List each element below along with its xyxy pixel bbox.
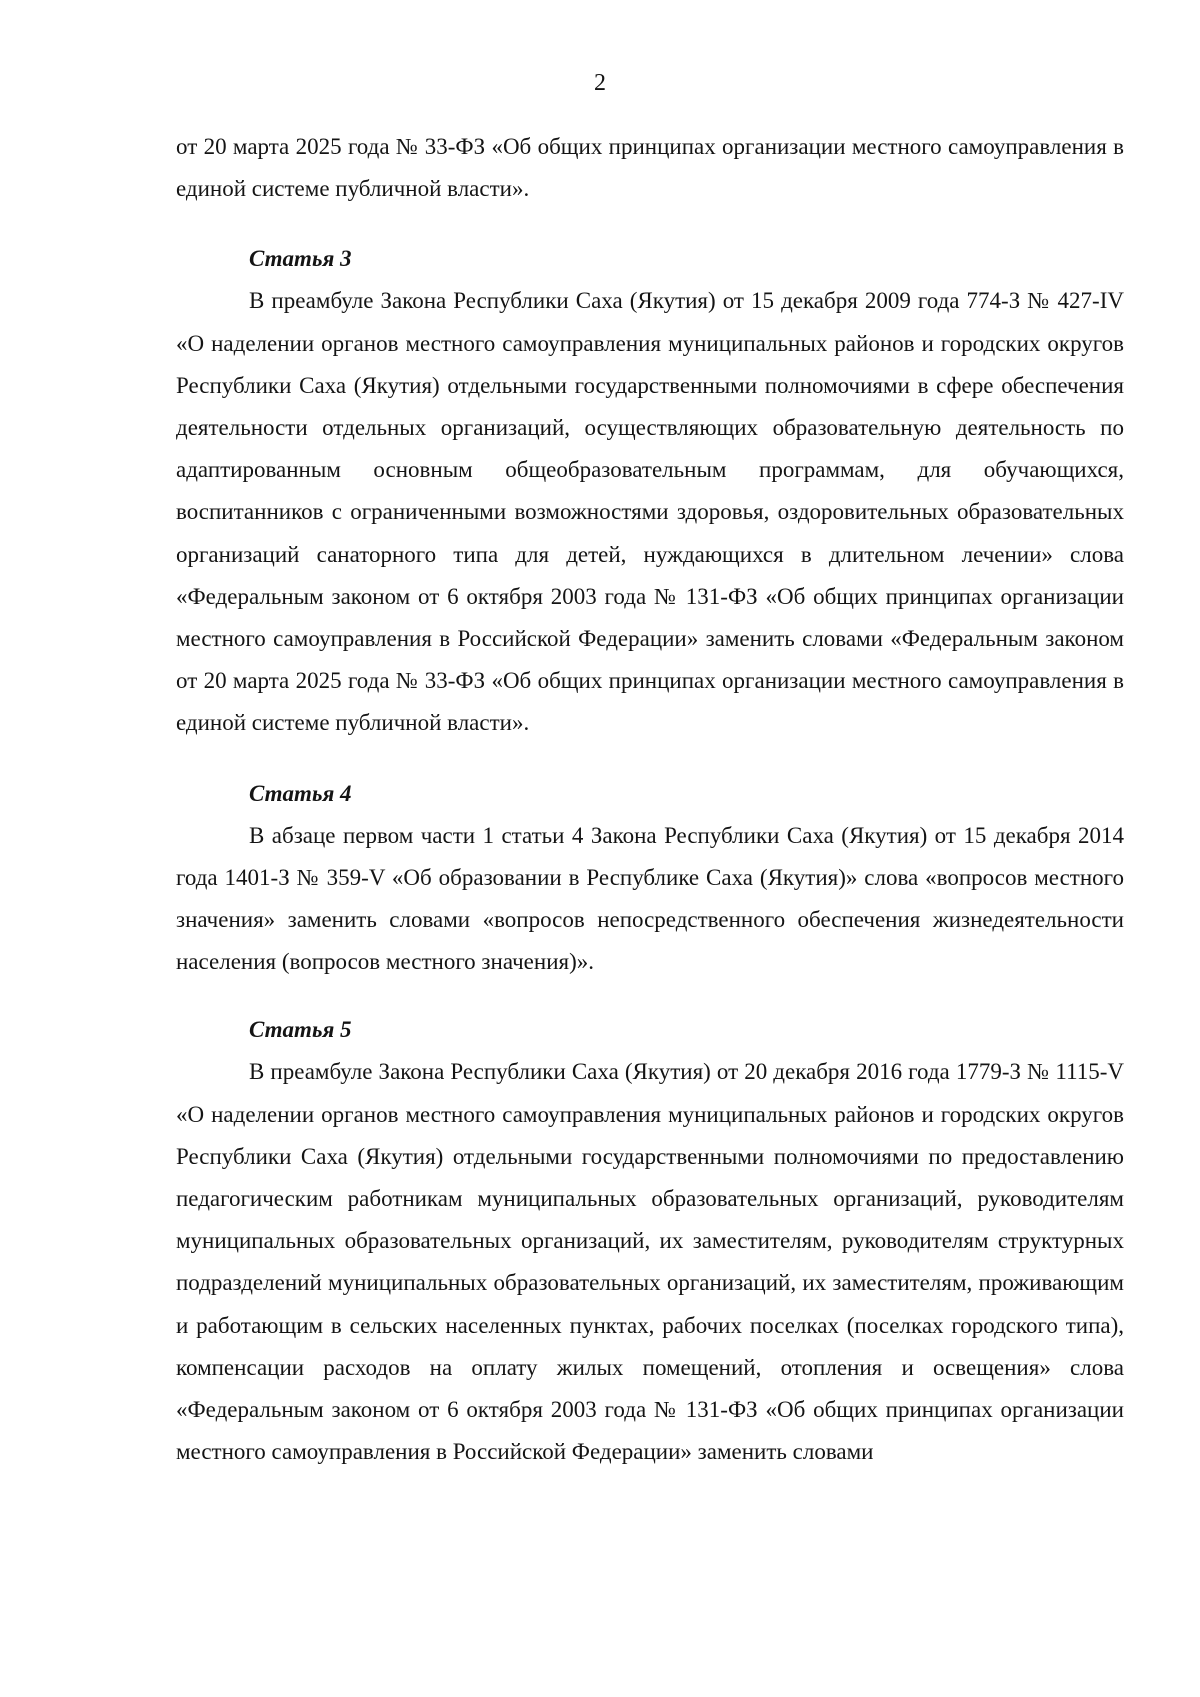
page-number: 2 — [594, 70, 606, 96]
article-4-heading: Статья 4 — [249, 780, 352, 806]
article-3-text: В преамбуле Закона Республики Саха (Якутия) от 15 декабря 2009 года 774-З № 427-IV «О наделении органов местного самоуправления муниципальных районов и городских округов Республики Саха (Якутия) отдельными государственными полномочиями в сфере обеспечения деятельности отдельных организаций, осуществляющих образовательную деятельность по адаптированным основным общеобразовательным программам, для обучающихся, воспитанников с ограниченными возможностями здоровья, оздоровительных образовательных организаций санаторного типа для детей, нуждающихся в длительном лечении» слова «Федеральным законом от 6 октября 2003 года № 131-ФЗ «Об общих принципах организации местного самоуправления в Российской Федерации» заменить словами «Федеральным законом от 20 марта 2025 года № 33-ФЗ «Об общих принципах организации местного самоуправления в единой системе публичной власти». — [176, 288, 1124, 736]
article-5-heading: Статья 5 — [249, 1017, 352, 1043]
article-5-text: В преамбуле Закона Республики Саха (Якутия) от 20 декабря 2016 года 1779-З № 1115-V «О наделении органов местного самоуправления муниципальных районов и городских округов Республики Саха (Якутия) отдельными государственными полномочиями по предоставлению педагогическим работникам муниципальных образовательных организаций, руководителям муниципальных образовательных организаций, их заместителям, руководителям структурных подразделений муниципальных образовательных организаций, их заместителям, проживающим и работающим в сельских населенных пунктах, рабочих поселках (поселках городского типа), компенсации расходов на оплату жилых помещений, отопления и освещения» слова «Федеральным законом от 6 октября 2003 года № 131-ФЗ «Об общих принципах организации местного самоуправления в Российской Федерации» заменить словами — [176, 1059, 1124, 1465]
article-3-heading: Статья 3 — [249, 246, 352, 272]
article-4-text: В абзаце первом части 1 статьи 4 Закона Республики Саха (Якутия) от 15 декабря 2014 года 1401-З № 359-V «Об образовании в Республике Саха (Якутия)» слова «вопросов местного значения» заменить словами «вопросов непосредственного обеспечения жизнедеятельности населения (вопросов местного значения)». — [176, 822, 1124, 975]
document-body — [176, 126, 1124, 1473]
intro-paragraph: от 20 марта 2025 года № 33-ФЗ «Об общих принципах организации местного самоуправления в единой системе публичной власти». — [176, 134, 1124, 202]
